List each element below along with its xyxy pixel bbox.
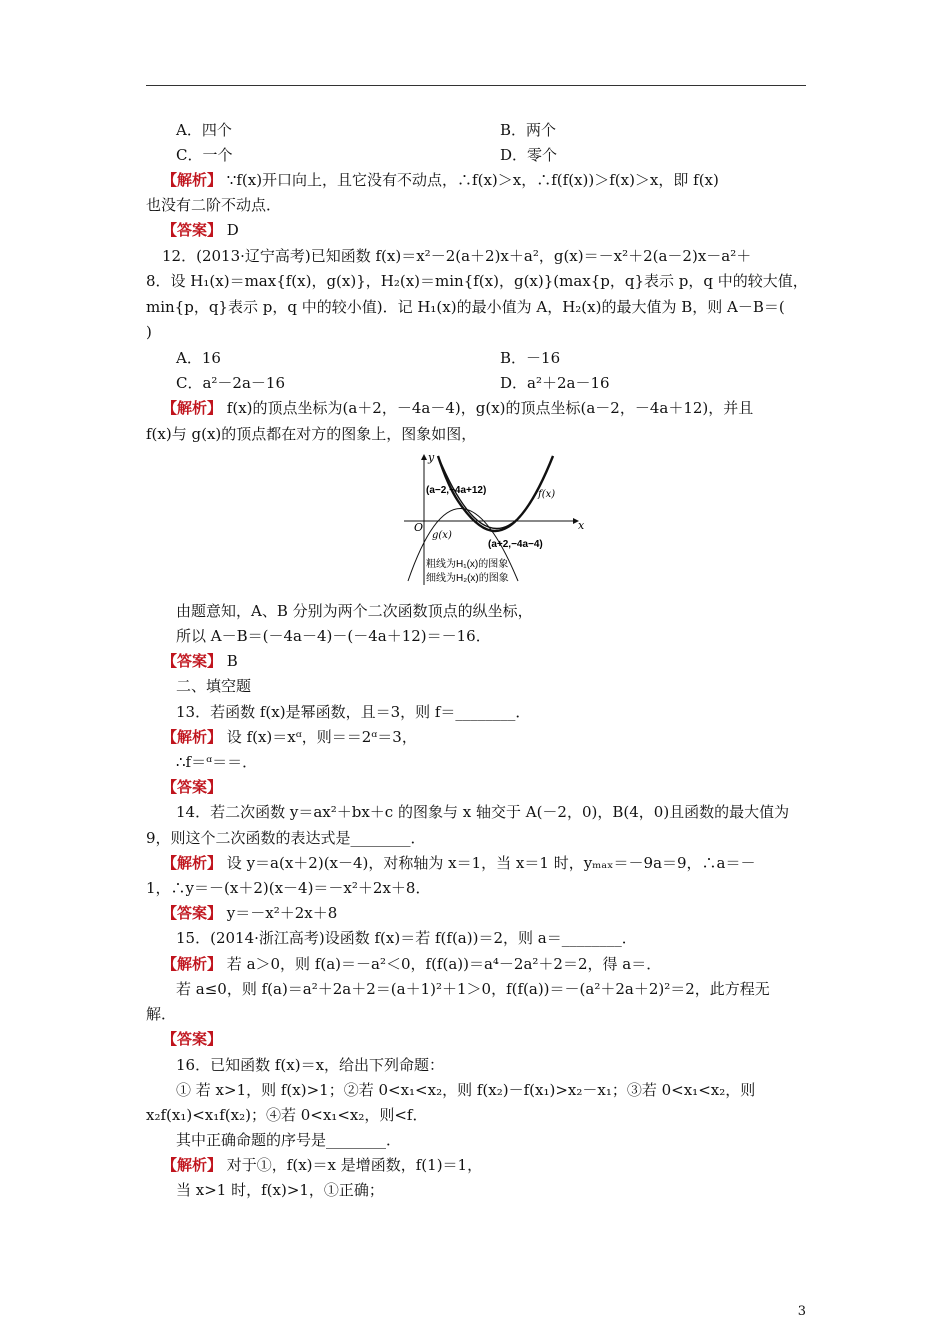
text-line: 解． <box>146 1005 177 1023</box>
option-c: C．a²－2a－16 <box>176 374 286 392</box>
text: D <box>226 221 239 239</box>
answer-tag: 【答案】 <box>162 652 223 670</box>
answer-line <box>162 651 238 671</box>
page-number: 3 <box>797 1304 806 1319</box>
text: ∵f(x)开口向上，且它没有不动点，∴f(x)＞x，∴f(f(x))＞f(x)＞x，即 f(x) <box>226 171 719 189</box>
analysis-tag: 【解析】 <box>162 955 223 973</box>
text-line: ① 若 x>1，则 f(x)>1；②若 0<x₁<x₂，则 f(x₂)－f(x₁)>x₂－x₁；③若 0<x₁<x₂，则 <box>176 1081 756 1099</box>
text-line: 9，则这个二次函数的表达式是________． <box>146 829 426 847</box>
text-line: 由题意知，A、B 分别为两个二次函数顶点的纵坐标， <box>176 602 533 620</box>
text-line: 1，∴y＝－(x＋2)(x－4)＝－x²＋2x＋8． <box>146 879 431 897</box>
text-line: 其中正确命题的序号是________． <box>176 1131 402 1149</box>
analysis-line <box>162 727 417 747</box>
text: y＝－x²＋2x＋8 <box>226 904 338 922</box>
text-line: 也没有二阶不动点． <box>146 196 282 214</box>
option-b: B．－16 <box>500 349 561 367</box>
analysis-line <box>162 1155 482 1175</box>
question-14: 14．若二次函数 y＝ax²＋bx＋c 的图象与 x 轴交于 A(－2，0)，B(4，0)且函数的最大值为 <box>176 803 790 821</box>
text: f(x)的顶点坐标为(a＋2，－4a－4)，g(x)的顶点坐标(a－2，－4a＋12)，并且 <box>226 399 754 417</box>
x-axis-label: x <box>578 519 584 532</box>
section-heading: 二、填空题 <box>176 677 252 695</box>
answer-line <box>162 220 239 240</box>
text-line: min{p，q}表示 p，q 中的较小值)．记 H₁(x)的最小值为 A，H₂(x)的最大值为 B，则 A－B＝( <box>146 298 785 316</box>
origin-label: O <box>414 521 424 534</box>
analysis-tag: 【解析】 <box>162 728 223 746</box>
analysis-tag: 【解析】 <box>162 171 223 189</box>
option-d: D．a²＋2a－16 <box>500 374 610 392</box>
header-rule <box>146 85 806 86</box>
analysis-tag: 【解析】 <box>162 1156 223 1174</box>
text: B <box>226 652 238 670</box>
bold-line-note: 粗线为H₁(x)的图象 <box>426 559 509 570</box>
answer-tag: 【答案】 <box>162 1030 223 1048</box>
text-line: 所以 A－B＝(－4a－4)－(－4a＋12)＝－16． <box>176 627 491 645</box>
analysis-line <box>162 170 719 190</box>
answer-tag: 【答案】 <box>162 221 223 239</box>
analysis-line <box>162 853 756 873</box>
text-line: ) <box>146 323 152 341</box>
y-axis-label: y <box>428 451 435 464</box>
option-d: D．零个 <box>500 146 558 164</box>
text-line: x₂f(x₁)<x₁f(x₂)；④若 0<x₁<x₂，则<f． <box>146 1106 428 1124</box>
question-12: 12．(2013·辽宁高考)已知函数 f(x)＝x²－2(a＋2)x＋a²，g(x)＝－x²＋2(a－2)x－a²＋ <box>162 247 752 265</box>
answer-tag: 【答案】 <box>162 778 223 796</box>
answer-line <box>162 1029 222 1049</box>
option-a: A．四个 <box>176 121 232 139</box>
vertex-f-label: (a+2,−4a−4) <box>488 539 543 550</box>
text-line: 若 a≤0，则 f(a)＝a²＋2a＋2＝(a＋1)²＋1＞0，f(f(a))＝－(a²＋2a＋2)²＝2，此方程无 <box>176 980 770 998</box>
text: 设 y＝a(x＋2)(x－4)，对称轴为 x＝1，当 x＝1 时，yₘₐₓ＝－9a＝9，∴a＝－ <box>226 854 756 872</box>
text-line: ∴f＝ᵅ＝＝． <box>176 753 258 771</box>
thin-line-note: 细线为H₂(x)的图象 <box>426 573 509 584</box>
analysis-line <box>162 398 753 418</box>
text: 设 f(x)＝xᵅ，则＝＝2ᵅ＝3， <box>226 728 417 746</box>
option-a: A．16 <box>176 349 221 367</box>
text-line: 当 x>1 时，f(x)>1，①正确； <box>176 1181 384 1199</box>
answer-line <box>162 777 222 797</box>
analysis-tag: 【解析】 <box>162 399 223 417</box>
answer-line <box>162 903 337 923</box>
text-line: f(x)与 g(x)的顶点都在对方的图象上，图象如图， <box>146 425 477 443</box>
question-15: 15．(2014·浙江高考)设函数 f(x)＝若 f(f(a))＝2，则 a＝________． <box>176 929 637 947</box>
analysis-line <box>162 954 661 974</box>
question-16: 16．已知函数 f(x)＝x，给出下列命题： <box>176 1056 445 1074</box>
vertex-g-label: (a−2,−4a+12) <box>426 485 487 496</box>
analysis-tag: 【解析】 <box>162 854 223 872</box>
g-curve-label: g(x) <box>432 530 452 541</box>
parabola-figure <box>398 451 584 587</box>
text: 若 a＞0，则 f(a)＝－a²＜0，f(f(a))＝a⁴－2a²＋2＝2，得 a＝． <box>226 955 662 973</box>
text-line: 8．设 H₁(x)＝max{f(x)，g(x)}，H₂(x)＝min{f(x)，g(x)}(max{p，q}表示 p，q 中的较大值， <box>146 272 808 290</box>
option-b: B．两个 <box>500 121 557 139</box>
question-13: 13．若函数 f(x)是幂函数，且＝3，则 f＝________． <box>176 703 531 721</box>
answer-tag: 【答案】 <box>162 904 223 922</box>
f-curve-label: f(x) <box>538 489 556 500</box>
option-c: C．一个 <box>176 146 233 164</box>
text: 对于①，f(x)＝x 是增函数，f(1)＝1， <box>226 1156 483 1174</box>
